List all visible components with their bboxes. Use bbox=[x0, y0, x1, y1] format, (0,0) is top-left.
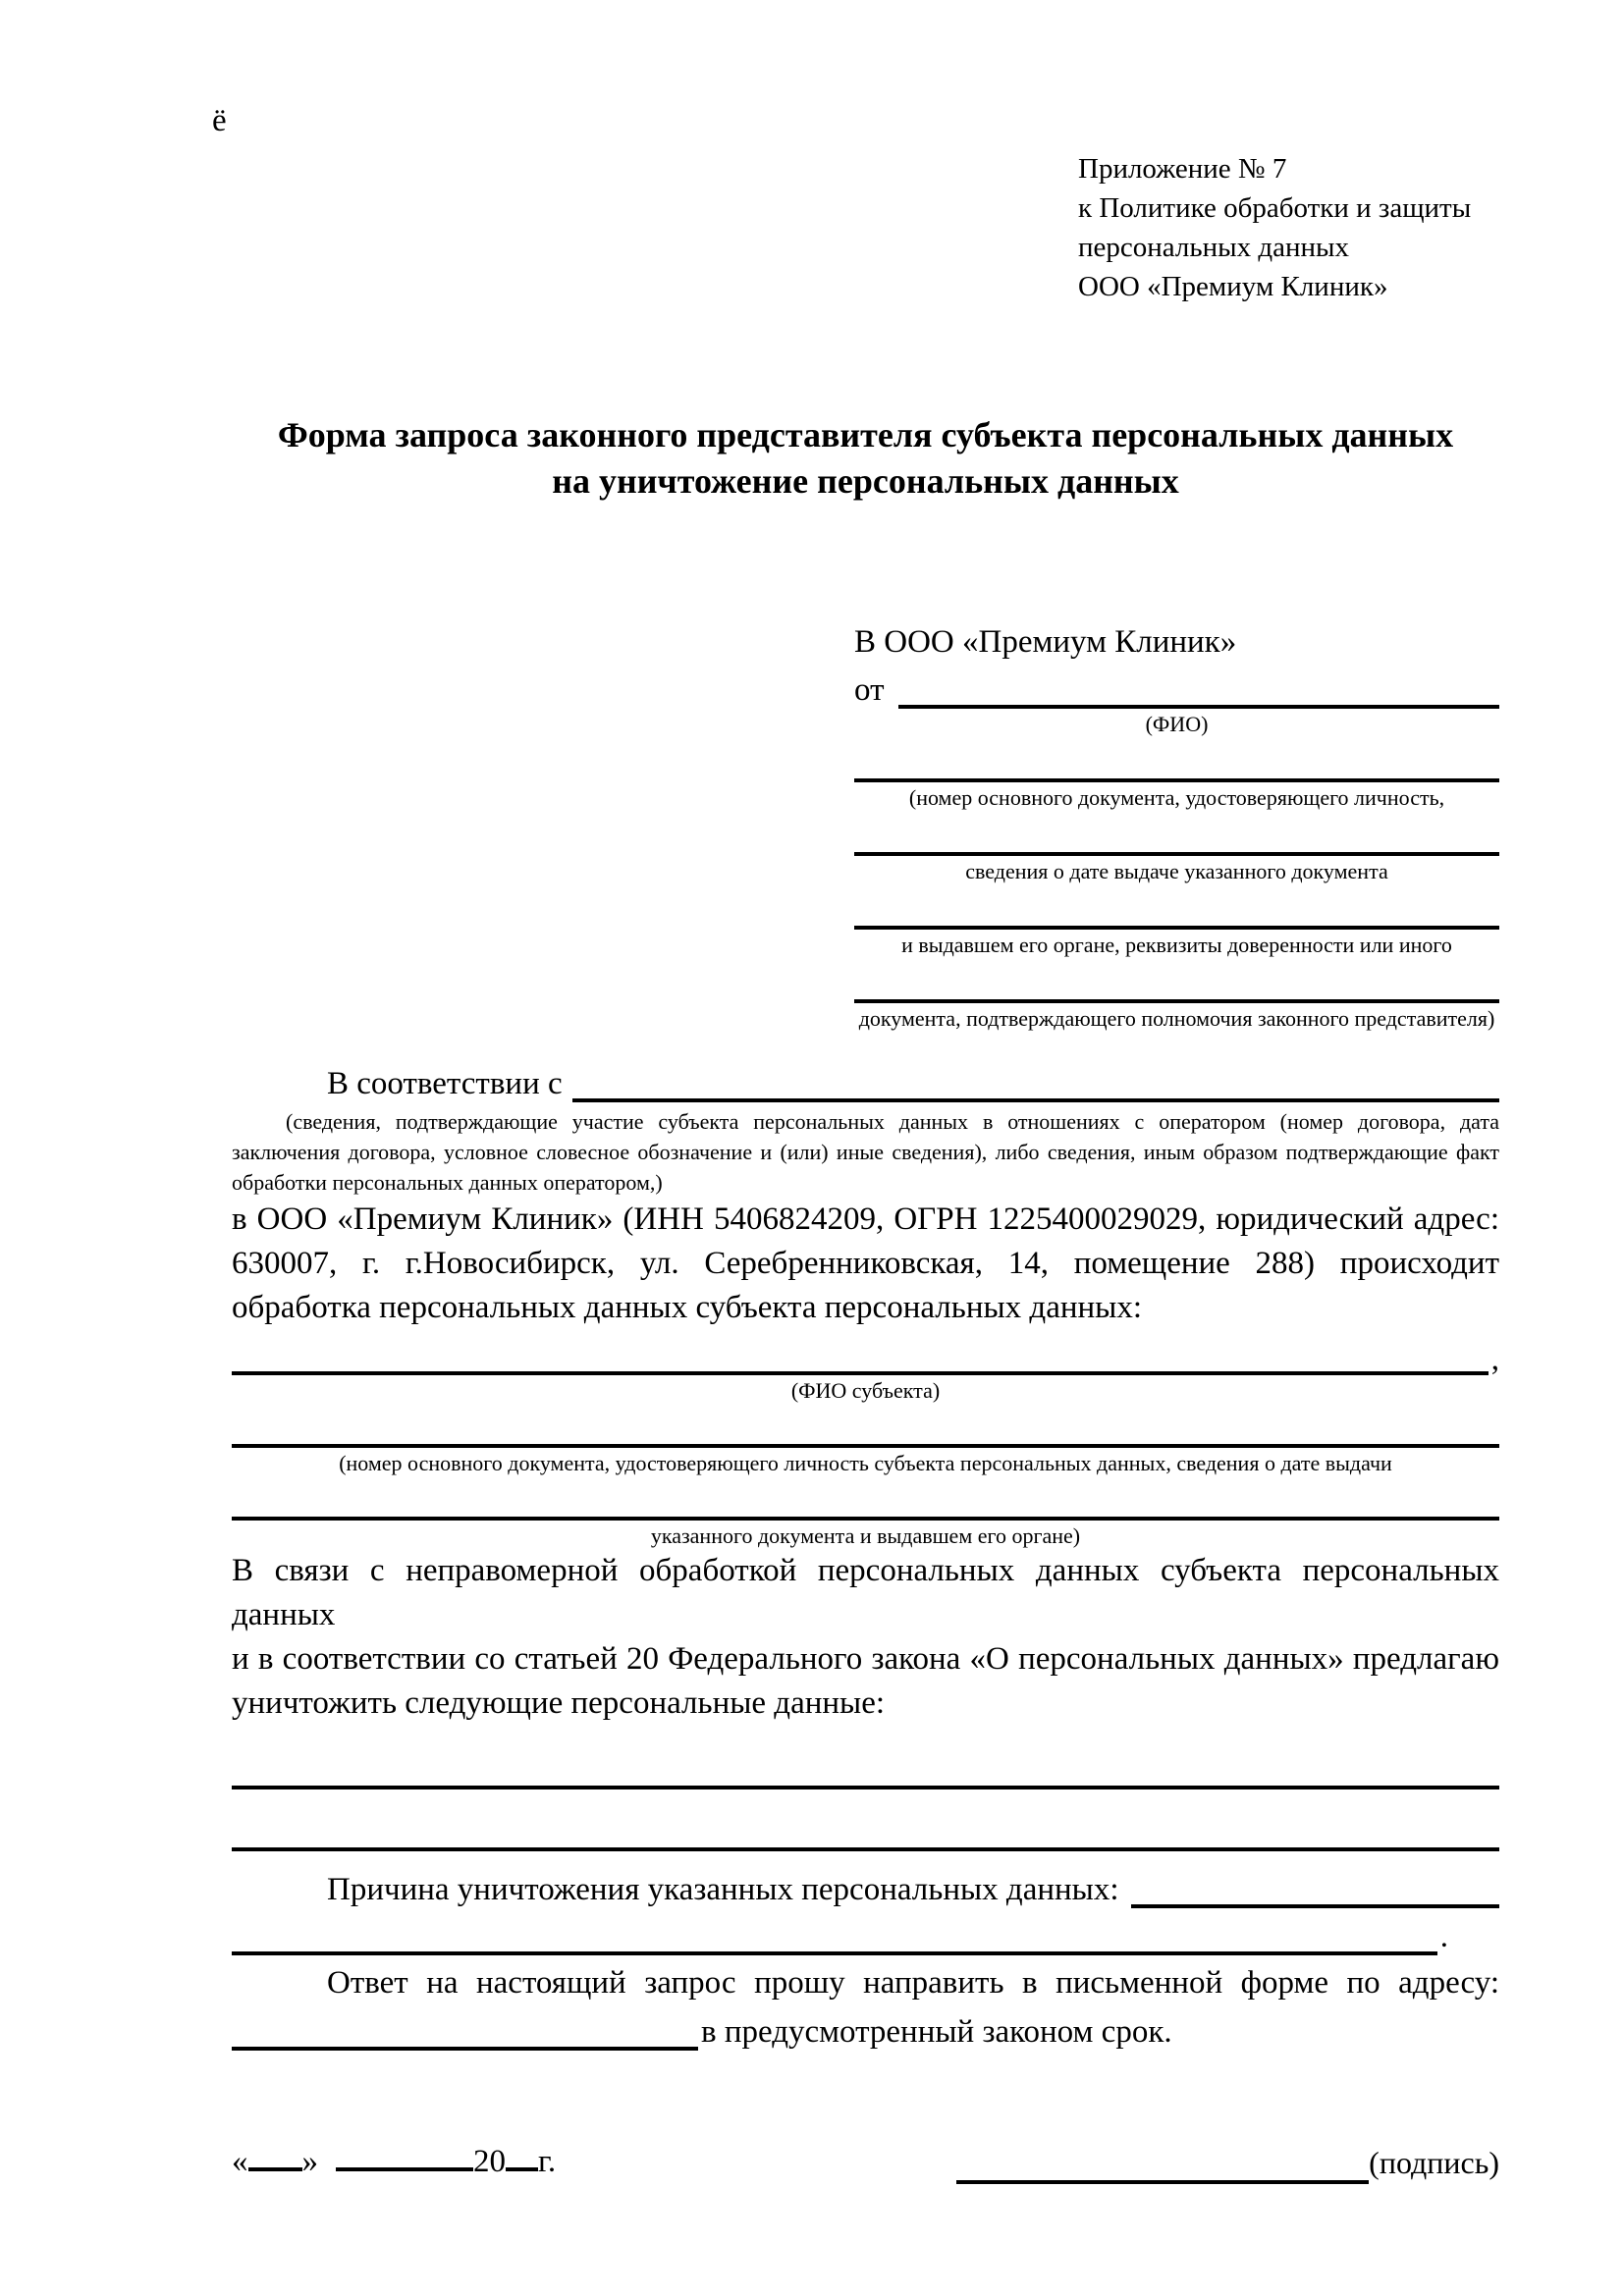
appendix-header-line-3: персональных данных bbox=[1078, 232, 1350, 263]
subject-doc-caption: (номер основного документа, удостоверяющего личность субъекта персональных данных, сведения о дате выдачи bbox=[339, 1451, 1392, 1475]
unlawful-paragraph-line-1: В связи с неправомерной обработкой персональных данных субъекта персональных данных bbox=[232, 1553, 1499, 1632]
unlawful-paragraph bbox=[232, 1549, 1499, 1726]
date-day-blank-line bbox=[248, 2142, 302, 2171]
date-quote-close: » bbox=[301, 2144, 318, 2179]
issue-date-blank-line bbox=[854, 824, 1499, 856]
accordance-note-line-3: обработки персональных данных оператором,) bbox=[232, 1170, 663, 1195]
accordance-note bbox=[232, 1106, 1499, 1198]
doc-number-blank-line bbox=[854, 750, 1499, 782]
appendix-header-line-2: к Политике обработки и защиты bbox=[1078, 192, 1472, 224]
operator-paragraph-line-2: 630007, г. г.Новосибирск, ул. Серебренниковская, 14, помещение 288) происходит bbox=[232, 1246, 1499, 1281]
footer-row bbox=[232, 2139, 1499, 2184]
accordance-row bbox=[232, 1057, 1499, 1102]
answer-address-row bbox=[232, 2005, 1499, 2051]
subject-doc-issuer-caption: указанного документа и выдавшем его органе) bbox=[650, 1523, 1081, 1548]
unlawful-paragraph-line-2: и в соответствии со статьей 20 Федерального закона «О персональных данных» предлагаю bbox=[232, 1641, 1499, 1677]
field-group-issuer bbox=[854, 897, 1499, 958]
issuer-caption: и выдавшем его органе, реквизиты доверенности или иного bbox=[901, 933, 1452, 957]
data-to-destroy-blank-line-1 bbox=[232, 1755, 1499, 1789]
period-suffix: . bbox=[1439, 1919, 1448, 1954]
answer-paragraph-tail: в предусмотренный законом срок. bbox=[701, 2014, 1172, 2050]
document-title-line-1: Форма запроса законного представителя субъекта персональных данных bbox=[277, 415, 1454, 454]
date-year-blank-line bbox=[506, 2142, 538, 2171]
field-group-subject-doc-issuer bbox=[232, 1487, 1499, 1549]
subject-fio-caption: (ФИО субъекта) bbox=[790, 1378, 941, 1403]
appendix-header-line-4: ООО «Премиум Клиник» bbox=[1078, 271, 1388, 302]
reason-continuation-blank-line bbox=[232, 1918, 1437, 1955]
fio-caption: (ФИО) bbox=[1145, 712, 1209, 736]
fio-blank-line bbox=[898, 671, 1500, 709]
accordance-blank-line bbox=[572, 1065, 1499, 1102]
accordance-note-line-2: заключения договора, условное словесное обозначение и (или) иные сведения), либо сведения, иным образом подтверждающие факт bbox=[232, 1140, 1499, 1164]
unlawful-paragraph-line-3: уничтожить следующие персональные данные: bbox=[232, 1685, 886, 1721]
date-year-suffix: г. bbox=[538, 2144, 557, 2179]
addressee-block bbox=[854, 620, 1499, 1032]
data-to-destroy-blank-line-2 bbox=[232, 1817, 1499, 1851]
field-group-authority-doc bbox=[854, 971, 1499, 1032]
from-row bbox=[854, 664, 1499, 709]
date-quote-open: « bbox=[232, 2144, 248, 2179]
accordance-note-line-1: (сведения, подтверждающие участие субъекта персональных данных в отношениях с оператором (номер договора, дата bbox=[286, 1109, 1499, 1134]
document-title-line-2: на уничтожение персональных данных bbox=[552, 461, 1179, 501]
operator-paragraph-line-1: в ООО «Премиум Клиник» (ИНН 5406824209, ОГРН 1225400029029, юридический адрес: bbox=[232, 1201, 1499, 1237]
appendix-header-line-1: Приложение № 7 bbox=[1078, 153, 1287, 185]
issuer-blank-line bbox=[854, 897, 1499, 930]
field-group-doc-number bbox=[854, 750, 1499, 811]
signature-blank-line bbox=[956, 2147, 1369, 2184]
subject-doc-blank-line bbox=[232, 1415, 1499, 1448]
reason-lead: Причина уничтожения указанных персональных данных: bbox=[327, 1872, 1119, 1907]
operator-paragraph-line-3: обработка персональных данных субъекта персональных данных: bbox=[232, 1290, 1142, 1325]
addressee-to: В ООО «Премиум Клиник» bbox=[854, 624, 1237, 660]
reason-blank-line bbox=[1131, 1871, 1499, 1908]
document-title bbox=[232, 412, 1499, 505]
signature-field bbox=[956, 2141, 1499, 2184]
field-group-issue-date bbox=[854, 824, 1499, 884]
stray-char: ё bbox=[212, 103, 227, 138]
date-year-prefix: 20 bbox=[473, 2144, 506, 2179]
reason-row bbox=[232, 1863, 1499, 1908]
subject-doc-issuer-blank-line bbox=[232, 1487, 1499, 1521]
reason-continuation-row bbox=[232, 1918, 1448, 1955]
signature-caption: (подпись) bbox=[1369, 2145, 1499, 2180]
authority-doc-caption: документа, подтверждающего полномочия законного представителя) bbox=[858, 1006, 1495, 1031]
subject-fio-row bbox=[232, 1344, 1499, 1375]
comma-suffix: , bbox=[1490, 1342, 1499, 1377]
field-group-subject-doc bbox=[232, 1415, 1499, 1476]
doc-number-caption: (номер основного документа, удостоверяющего личность, bbox=[908, 785, 1445, 810]
date-month-blank-line bbox=[336, 2142, 473, 2171]
answer-address-blank-line bbox=[232, 2013, 698, 2051]
date-field bbox=[232, 2139, 556, 2184]
authority-doc-blank-line bbox=[854, 971, 1499, 1003]
issue-date-caption: сведения о дате выдаче указанного документа bbox=[965, 859, 1388, 883]
subject-fio-blank-line bbox=[232, 1348, 1489, 1375]
appendix-header bbox=[1078, 149, 1499, 306]
answer-paragraph-line-1: Ответ на настоящий запрос прошу направить в письменной форме по адресу: bbox=[327, 1965, 1499, 2001]
accordance-lead: В соответствии с bbox=[327, 1066, 563, 1101]
operator-paragraph bbox=[232, 1198, 1499, 1330]
from-label: от bbox=[854, 672, 885, 708]
